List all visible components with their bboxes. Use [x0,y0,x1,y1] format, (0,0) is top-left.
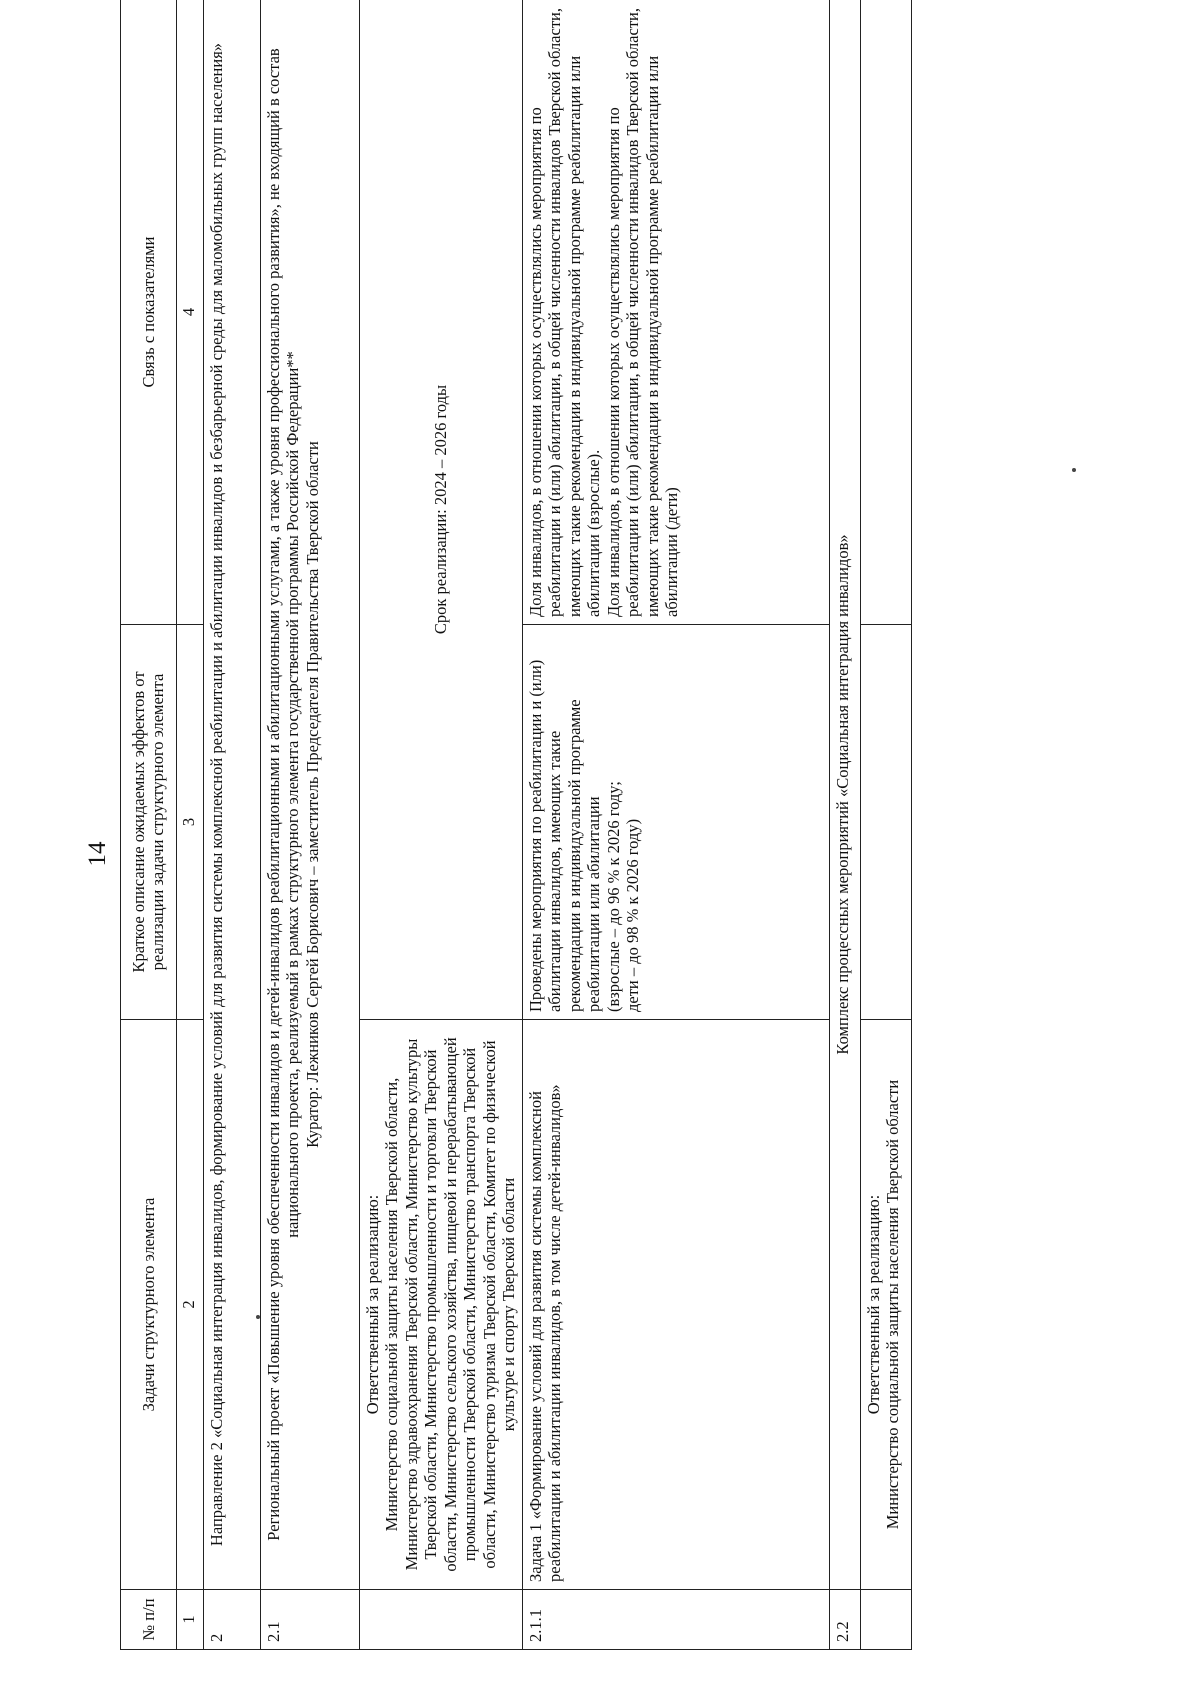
scan-speck [1072,468,1076,472]
effect-line: (взрослые – до 96 % к 2026 году; [603,781,623,1012]
rotated-table-sheet [120,0,1050,1650]
table-row-responsible-2 [860,0,911,1650]
direction-num: 2 [203,1590,260,1650]
complex-num: 2.2 [829,1590,860,1650]
task-text: Задача 1 «Формирование условий для развития системы комплексной реабилитации и абилитации инвалидов, в том числе детей-инвалидов» [522,1020,829,1590]
col-number-1: 1 [176,1590,203,1650]
project-curator: Куратор: Лежников Сергей Борисович – заместитель Председателя Правительства Тверской области [302,441,322,1148]
table-row-direction [203,0,260,1650]
effects-cell [522,625,829,1020]
responsible-num-empty [359,1590,522,1650]
col-number-2: 2 [176,1020,203,1590]
project-num: 2.1 [260,1590,359,1650]
responsible-text: Министерство социальной защиты населения Тверской области, Министерство здравоохранения Тверской области, Министерство культуры Тверской области, Министерство промышленности и торговли Тверской области, Министерство сельского хозяйства, пищевой и перерабатывающей промышленности Тверской области, Министерство транспорта Тверской области, Министерство туризма Тверской области, Комитет по физической культуре и спорту Тверской области [382,1037,519,1572]
responsible-label: Ответственный за реализацию: [362,1194,382,1415]
col-number-4: 4 [176,0,203,625]
table-header-row [121,0,177,1650]
responsible-2-effects-empty [860,625,911,1020]
link-line: Доля инвалидов, в отношении которых осуществлялись мероприятия по реабилитации и (или) абилитации, в общей численности инвалидов Тверской области, имеющих такие рекомендации в индивидуальной программе реабилитации или абилитации (дети) [603,8,681,617]
responsible-2-label: Ответственный за реализацию: [863,1194,883,1415]
effect-line: Проведены мероприятия по реабилитации и (или) абилитации инвалидов, имеющих такие рекомендации в индивидуальной программе реабилитации или абилитации [525,659,604,1012]
structure-table [120,0,912,1650]
table-row-complex [829,0,860,1650]
table-row-project [260,0,359,1650]
table-row-responsible [359,0,522,1650]
table-row-task-1 [522,0,829,1650]
page-number: 14 [84,841,111,867]
responsible-2-link-empty [860,0,911,625]
project-cell [260,0,359,1590]
column-number-row [176,0,203,1650]
responsible-2-text: Министерство социальной защиты населения Тверской области [883,1079,903,1530]
responsible-cell [359,1020,522,1590]
responsible-2-num-empty [860,1590,911,1650]
direction-text: Направление 2 «Социальная интеграция инвалидов, формирование условий для развития системы комплексной реабилитации и абилитации инвалидов и безбарьерной среды для маломобильных групп населения» [203,0,260,1590]
complex-text: Комплекс процессных мероприятий «Социальная интеграция инвалидов» [829,0,860,1590]
responsible-2-cell [860,1020,911,1590]
link-cell [522,0,829,625]
col-number-3: 3 [176,625,203,1020]
project-title: Региональный проект «Повышение уровня обеспеченности инвалидов и детей-инвалидов реабилитационными и абилитационными услугами, а также уровня профессионального развития», не входящий в состав национального проекта, реализуемый в рамках структурного элемента государственной программы Российской Федерации** [263,48,303,1541]
scan-speck [256,1315,260,1319]
header-effects: Краткое описание ожидаемых эффектов от реализации задачи структурного элемента [121,625,177,1020]
term-cell: Срок реализации: 2024 – 2026 годы [359,0,522,1020]
header-num: № п/п [121,1590,177,1650]
effect-line: дети – до 98 % к 2026 году) [623,818,643,1012]
header-link: Связь с показателями [121,0,177,625]
header-tasks: Задачи структурного элемента [121,1020,177,1590]
task-num: 2.1.1 [522,1590,829,1650]
link-line: Доля инвалидов, в отношении которых осуществлялись мероприятия по реабилитации и (или) абилитации, в общей численности инвалидов Тверской области, имеющих такие рекомендации в индивидуальной программе реабилитации или абилитации (взрослые). [525,8,604,617]
